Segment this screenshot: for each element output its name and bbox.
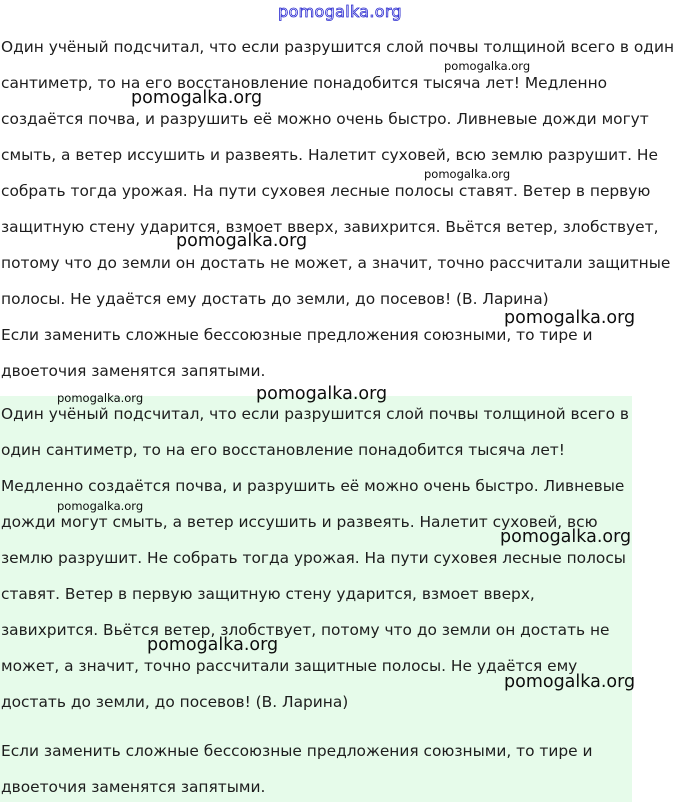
task-block xyxy=(1,29,677,389)
watermark: pomogalka.org xyxy=(504,308,636,328)
site-logo[interactable]: pomogalka.org xyxy=(278,2,402,21)
watermark: pomogalka.org xyxy=(444,59,531,73)
watermark: pomogalka.org xyxy=(57,499,144,513)
watermark: pomogalka.org xyxy=(504,672,636,692)
watermark: pomogalka.org xyxy=(256,384,388,404)
watermark: pomogalka.org xyxy=(147,635,279,655)
task-question: Если заменить сложные бессоюзные предложения союзными, то тире и двоеточия заменятся запятыми. xyxy=(1,326,593,380)
answer-block xyxy=(0,396,632,802)
task-text: Один учёный подсчитал, что если разрушится слой почвы толщиной всего в один сантиметр, то на его восстановление понадобится тысяча лет! Медленно создаётся почва, и разрушить её можно очень быстро. Ливневые дожди могут смыть, а ветер иссушить и развеять. Налетит суховей, всю землю разрушит. Не собрать тогда урожая. На пути суховея лесные полосы ставят. Ветер в первую защитную стену ударится, взмоет вверх, завихрится. Вьётся ветер, злобствует, потому что до земли он достать не может, а значит, точно рассчитали защитные полосы. Не удаётся ему достать до земли, до посевов! (В. Ларина) xyxy=(1,38,675,308)
watermark: pomogalka.org xyxy=(500,527,632,547)
watermark: pomogalka.org xyxy=(57,391,144,405)
watermark: pomogalka.org xyxy=(176,231,308,251)
answer-text: Один учёный подсчитал, что если разрушится слой почвы толщиной всего в один сантиметр, то на его восстановление понадобится тысяча лет! Медленно создаётся почва, и разрушить её можно очень быстро. Ливневые дожди могут смыть, а ветер иссушить и развеять. Налетит суховей, всю землю разрушит. Не собрать тогда урожая. На пути суховея лесные полосы ставят. Ветер в первую защитную стену ударится, взмоет вверх, завихрится. Вьётся ветер, злобствует, потому что до земли он достать не может, а значит, точно рассчитали защитные полосы. Не удаётся ему достать до земли, до посевов! (В. Ларина) xyxy=(1,405,629,711)
watermark: pomogalka.org xyxy=(424,167,511,181)
answer-conclusion: Если заменить сложные бессоюзные предложения союзными, то тире и двоеточия заменятся запятыми. xyxy=(1,742,593,796)
watermark: pomogalka.org xyxy=(131,88,263,108)
